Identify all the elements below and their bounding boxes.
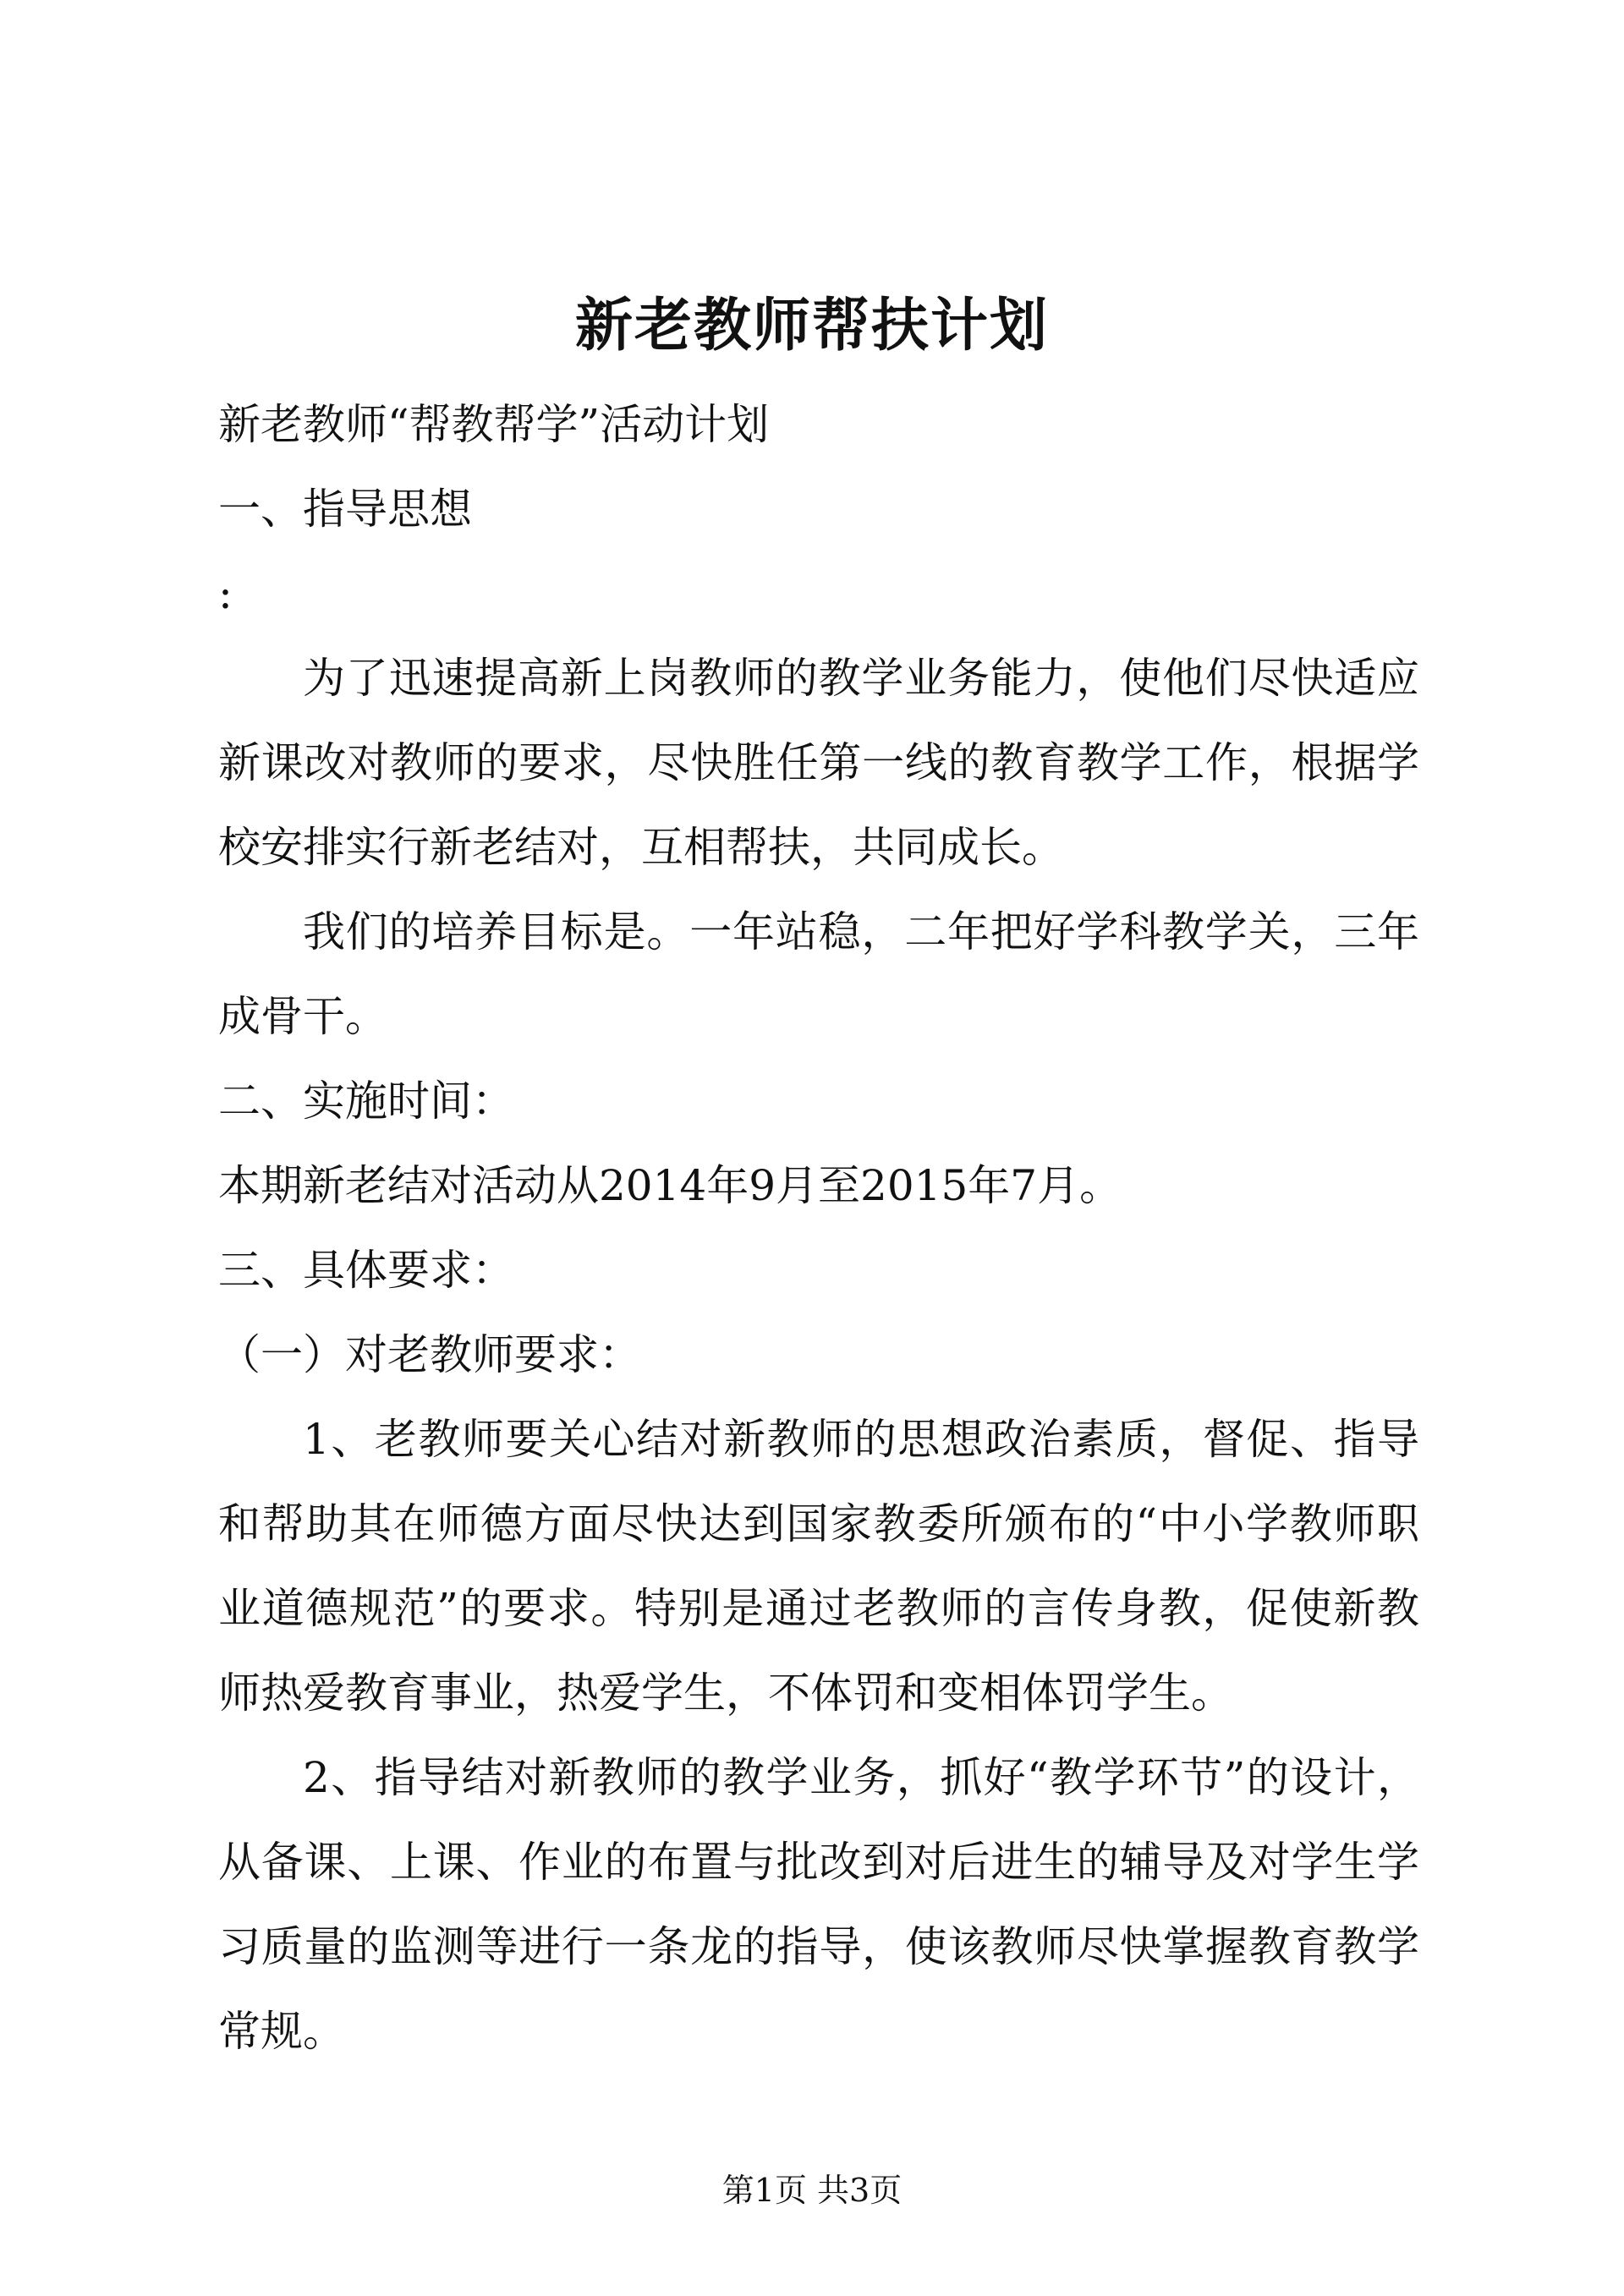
paragraph-requirement-1: 1、老教师要关心结对新教师的思想政治素质，督促、指导和帮助其在师德方面尽快达到国家教委所颁布的“中小学教师职业道德规范”的要求。特别是通过老教师的言传身教，促使新教师热爱教育事业，热爱学生，不体罚和变相体罚学生。	[218, 1415, 1419, 1718]
paragraph-time-range: 本期新老结对活动从2014年9月至2015年7月。	[218, 1161, 1122, 1210]
section-heading-requirements: 三、具体要求：	[218, 1246, 514, 1295]
section-heading-implementation-time: 二、实施时间：	[218, 1077, 514, 1126]
paragraph-goal: 我们的培养目标是。一年站稳，二年把好学科教学关，三年成骨干。	[218, 907, 1419, 1041]
paragraph-requirement-2: 2、指导结对新教师的教学业务，抓好“教学环节”的设计，从备课、上课、作业的布置与批改到对后进生的辅导及对学生学习质量的监测等进行一条龙的指导，使该教师尽快掌握教育教学常规。	[218, 1753, 1419, 2056]
section-heading-guiding-ideology: 一、指导思想	[218, 485, 472, 534]
document-title: 新老教师帮扶计划	[574, 292, 1049, 359]
colon-line: :	[218, 569, 233, 618]
document-body	[218, 382, 1419, 2074]
paragraph-purpose: 为了迅速提高新上岗教师的教学业务能力，使他们尽快适应新课改对教师的要求，尽快胜任第一线的教育教学工作，根据学校安排实行新老结对，互相帮扶，共同成长。	[218, 654, 1419, 872]
subsection-heading-senior-teacher: （一）对老教师要求：	[218, 1330, 641, 1379]
subtitle: 新老教师“帮教帮学”活动计划	[218, 400, 770, 449]
page-footer: 第1页 共3页	[721, 2172, 903, 2209]
